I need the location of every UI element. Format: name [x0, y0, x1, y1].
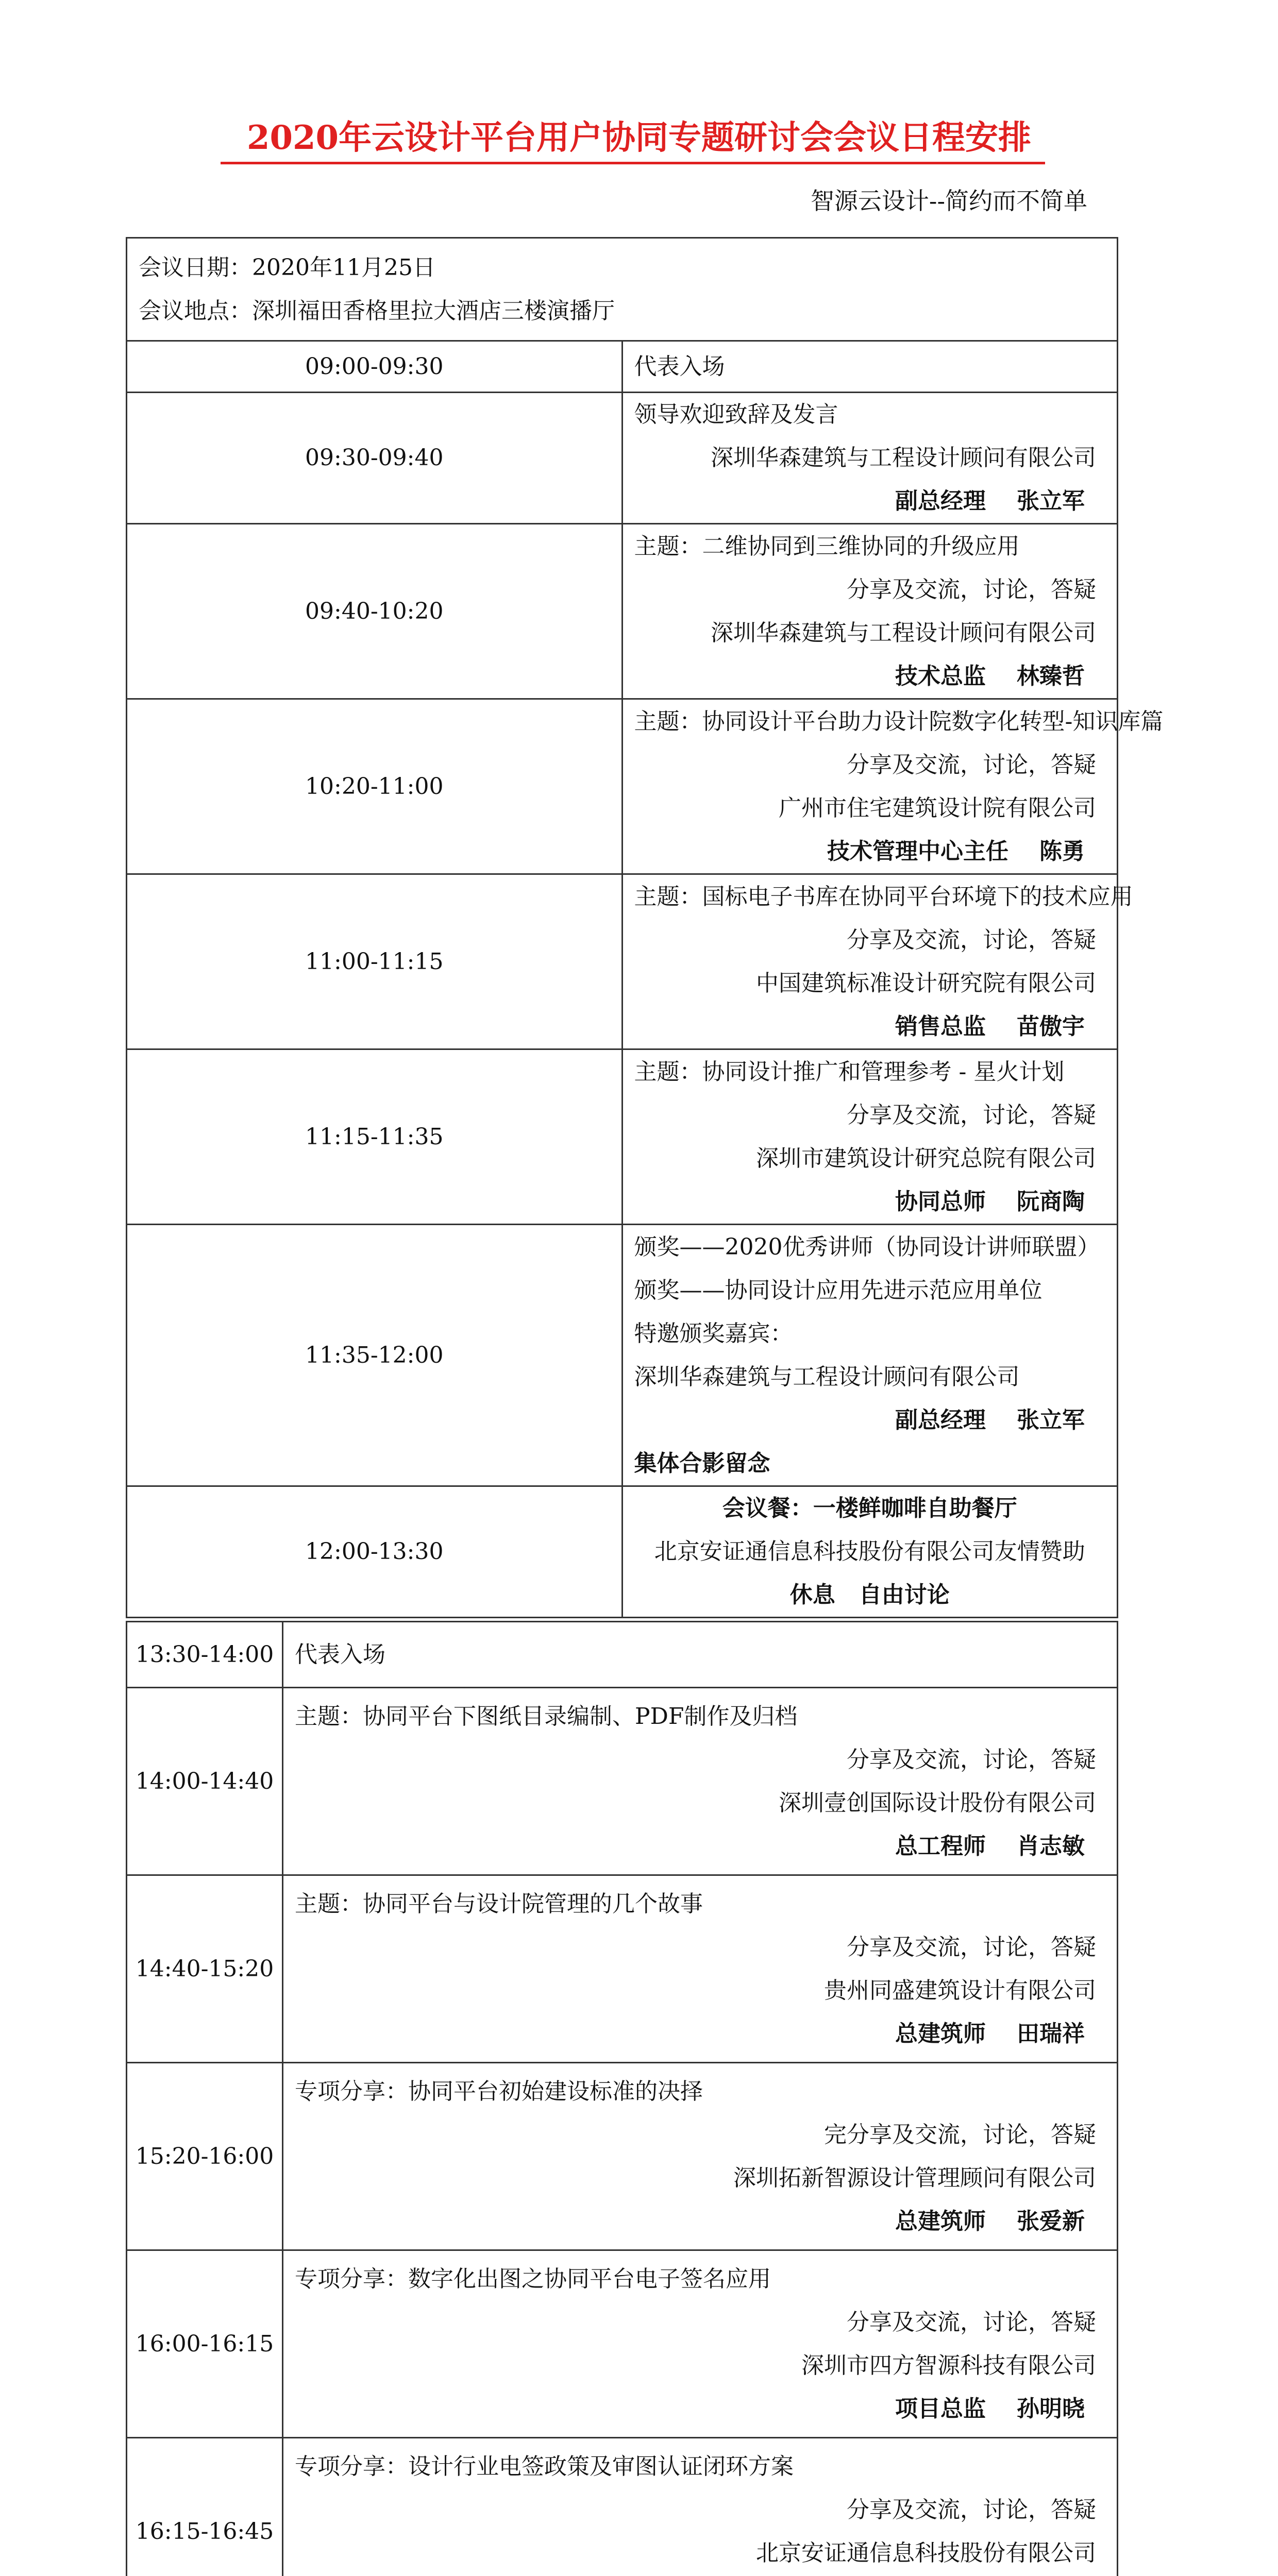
- session-content: [622, 341, 1118, 393]
- speaker: [634, 830, 1106, 873]
- session-time: 14:40-15:20: [127, 1875, 283, 2063]
- speaker-role: 总建筑师: [895, 2208, 986, 2234]
- schedule-row: [127, 2438, 1118, 2576]
- session-topic: 主题：协同设计平台助力设计院数字化转型-知识库篇: [634, 708, 1164, 735]
- speaker-name: 肖志敏: [1017, 1833, 1085, 1859]
- award-line: 颁奖——2020优秀讲师（协同设计讲师联盟）: [634, 1233, 1100, 1260]
- meeting-location: 会议地点：深圳福田香格里拉大酒店三楼演播厅: [139, 297, 615, 324]
- speaker-org: 贵州同盛建筑设计有限公司: [824, 1977, 1096, 2004]
- session-content: [622, 874, 1133, 1049]
- speaker-org: 深圳壹创国际设计股份有限公司: [779, 1789, 1096, 1816]
- session-topic: 代表入场: [295, 1641, 385, 1668]
- session-content: [283, 2250, 1118, 2438]
- schedule-row: [127, 393, 1118, 524]
- speaker-name: 苗傲宇: [1017, 1013, 1085, 1040]
- speaker-name: 田瑞祥: [1017, 2020, 1085, 2047]
- meeting-info-cell: [127, 238, 1118, 341]
- session-time: 09:30-09:40: [127, 393, 623, 524]
- session-time: 16:15-16:45: [127, 2438, 283, 2576]
- group-photo-label: 集体合影留念: [634, 1450, 770, 1477]
- speaker-name: 阮商陶: [1017, 1188, 1085, 1215]
- speaker-org: 深圳拓新智源设计管理顾问有限公司: [733, 2164, 1096, 2191]
- speaker: [634, 1180, 1106, 1224]
- schedule-row: [127, 874, 1118, 1049]
- lunch-label: 会议餐：一楼鲜咖啡自助餐厅: [722, 1495, 1017, 1521]
- speaker-org: 北京安证通信息科技股份有限公司: [756, 2539, 1096, 2566]
- speaker: [634, 655, 1106, 698]
- session-time: 09:40-10:20: [127, 524, 623, 699]
- session-content: [283, 2063, 1118, 2250]
- speaker-role: 副总经理: [895, 488, 986, 514]
- session-topic: 专项分享：协同平台初始建设标准的决择: [295, 2078, 703, 2105]
- speaker-role: 项目总监: [895, 2395, 986, 2422]
- session-content: [622, 393, 1118, 524]
- session-time: 15:20-16:00: [127, 2063, 283, 2250]
- session-topic: 主题：协同平台与设计院管理的几个故事: [295, 1890, 703, 1917]
- session-time: 14:00-14:40: [127, 1688, 283, 1875]
- speaker-role: 总建筑师: [895, 2020, 986, 2047]
- session-content: [622, 1049, 1118, 1225]
- session-time: 11:00-11:15: [127, 874, 623, 1049]
- speaker-name: 张立军: [1017, 488, 1085, 514]
- meeting-info-row: [127, 238, 1118, 341]
- speaker-name: 林臻哲: [1017, 663, 1085, 689]
- session-content: [622, 524, 1118, 699]
- session-content: [622, 1225, 1118, 1486]
- session-topic: 代表入场: [634, 353, 725, 380]
- speaker: [295, 2200, 1105, 2243]
- session-content: [283, 1688, 1118, 1875]
- award-guest-label: 特邀颁奖嘉宾：: [634, 1320, 793, 1347]
- schedule-row: [127, 1688, 1118, 1875]
- session-time: 10:20-11:00: [127, 699, 623, 874]
- speaker: [295, 2387, 1105, 2431]
- schedule-row: [127, 2250, 1118, 2438]
- speaker-name: 陈勇: [1039, 838, 1085, 865]
- morning-schedule-table: [126, 237, 1164, 1618]
- schedule-row: [127, 1049, 1118, 1225]
- session-content: [283, 1622, 1118, 1688]
- session-content: [283, 1875, 1118, 2063]
- schedule-row: [127, 341, 1118, 393]
- schedule-row: [127, 699, 1118, 874]
- session-topic: 主题：国标电子书库在协同平台环境下的技术应用: [634, 883, 1133, 910]
- schedule-row: [127, 2063, 1118, 2250]
- session-time: 13:30-14:00: [127, 1622, 283, 1688]
- speaker: [634, 480, 1106, 523]
- session-topic: 专项分享：设计行业电签政策及审图认证闭环方案: [295, 2453, 794, 2480]
- speaker-role: 总工程师: [895, 1833, 986, 1859]
- session-format: 分享及交流，讨论，答疑: [847, 1934, 1096, 1960]
- award-guest-org: 深圳华森建筑与工程设计顾问有限公司: [634, 1363, 1020, 1390]
- award-line: 颁奖——协同设计应用先进示范应用单位: [634, 1277, 1042, 1303]
- speaker-role: 销售总监: [895, 1013, 986, 1040]
- session-time: 12:00-13:30: [127, 1486, 623, 1618]
- break-label: 休息 自由讨论: [789, 1582, 950, 1608]
- session-format: 分享及交流，讨论，答疑: [847, 576, 1096, 603]
- sponsor-label: 北京安证通信息科技股份有限公司友情赞助: [654, 1538, 1085, 1565]
- speaker-org: 深圳市建筑设计研究总院有限公司: [756, 1145, 1096, 1172]
- page-subtitle: 智源云设计--简约而不简单: [810, 187, 1087, 215]
- session-content: [283, 2438, 1118, 2576]
- session-time: 09:00-09:30: [127, 341, 623, 393]
- speaker-org: 深圳华森建筑与工程设计顾问有限公司: [711, 445, 1096, 471]
- session-format: 分享及交流，讨论，答疑: [847, 1746, 1096, 1773]
- speaker: [295, 2012, 1105, 2056]
- schedule-row: [127, 1875, 1118, 2063]
- title-underline: [221, 162, 1045, 164]
- award-row: [127, 1225, 1118, 1486]
- speaker-role: 技术管理中心主任: [827, 838, 1008, 865]
- page-title: 2020年云设计平台用户协同专题研讨会会议日程安排: [246, 118, 1032, 157]
- session-content: [622, 1486, 1118, 1618]
- lunch-row: [127, 1486, 1118, 1618]
- session-format: 分享及交流，讨论，答疑: [847, 751, 1096, 778]
- session-time: 11:35-12:00: [127, 1225, 623, 1486]
- speaker-name: 孙明晓: [1017, 2395, 1085, 2422]
- afternoon-schedule-table: [126, 1621, 1118, 2576]
- session-topic: 主题：协同设计推广和管理参考 - 星火计划: [634, 1058, 1065, 1085]
- session-topic: 主题：二维协同到三维协同的升级应用: [634, 533, 1020, 560]
- speaker-name: 张立军: [1017, 1406, 1085, 1433]
- speaker-role: 技术总监: [895, 663, 986, 689]
- session-format: 分享及交流，讨论，答疑: [847, 1101, 1096, 1128]
- session-topic: 领导欢迎致辞及发言: [634, 401, 838, 428]
- speaker-org: 广州市住宅建筑设计院有限公司: [779, 794, 1096, 821]
- session-format: 分享及交流，讨论，答疑: [847, 2496, 1096, 2523]
- session-format: 分享及交流，讨论，答疑: [847, 2309, 1096, 2335]
- speaker-role: 协同总师: [895, 1188, 986, 1215]
- session-content: [622, 699, 1164, 874]
- session-time: 16:00-16:15: [127, 2250, 283, 2438]
- meeting-date: 会议日期：2020年11月25日: [139, 254, 435, 281]
- session-topic: 主题：协同平台下图纸目录编制、PDF制作及归档: [295, 1703, 798, 1730]
- speaker-org: 深圳华森建筑与工程设计顾问有限公司: [711, 619, 1096, 646]
- session-format: 完分享及交流，讨论，答疑: [824, 2121, 1096, 2148]
- speaker-org: 深圳市四方智源科技有限公司: [801, 2352, 1096, 2379]
- schedule-row: [127, 524, 1118, 699]
- speaker-role: 副总经理: [895, 1406, 986, 1433]
- speaker: [634, 1005, 1106, 1048]
- session-topic: 专项分享：数字化出图之协同平台电子签名应用: [295, 2265, 771, 2292]
- speaker-org: 中国建筑标准设计研究院有限公司: [756, 970, 1096, 996]
- session-format: 分享及交流，讨论，答疑: [847, 926, 1096, 953]
- speaker: [634, 1399, 1106, 1442]
- schedule-row: [127, 1622, 1118, 1688]
- session-time: 11:15-11:35: [127, 1049, 623, 1225]
- speaker-name: 张爱新: [1017, 2208, 1085, 2234]
- speaker: [295, 1825, 1105, 1868]
